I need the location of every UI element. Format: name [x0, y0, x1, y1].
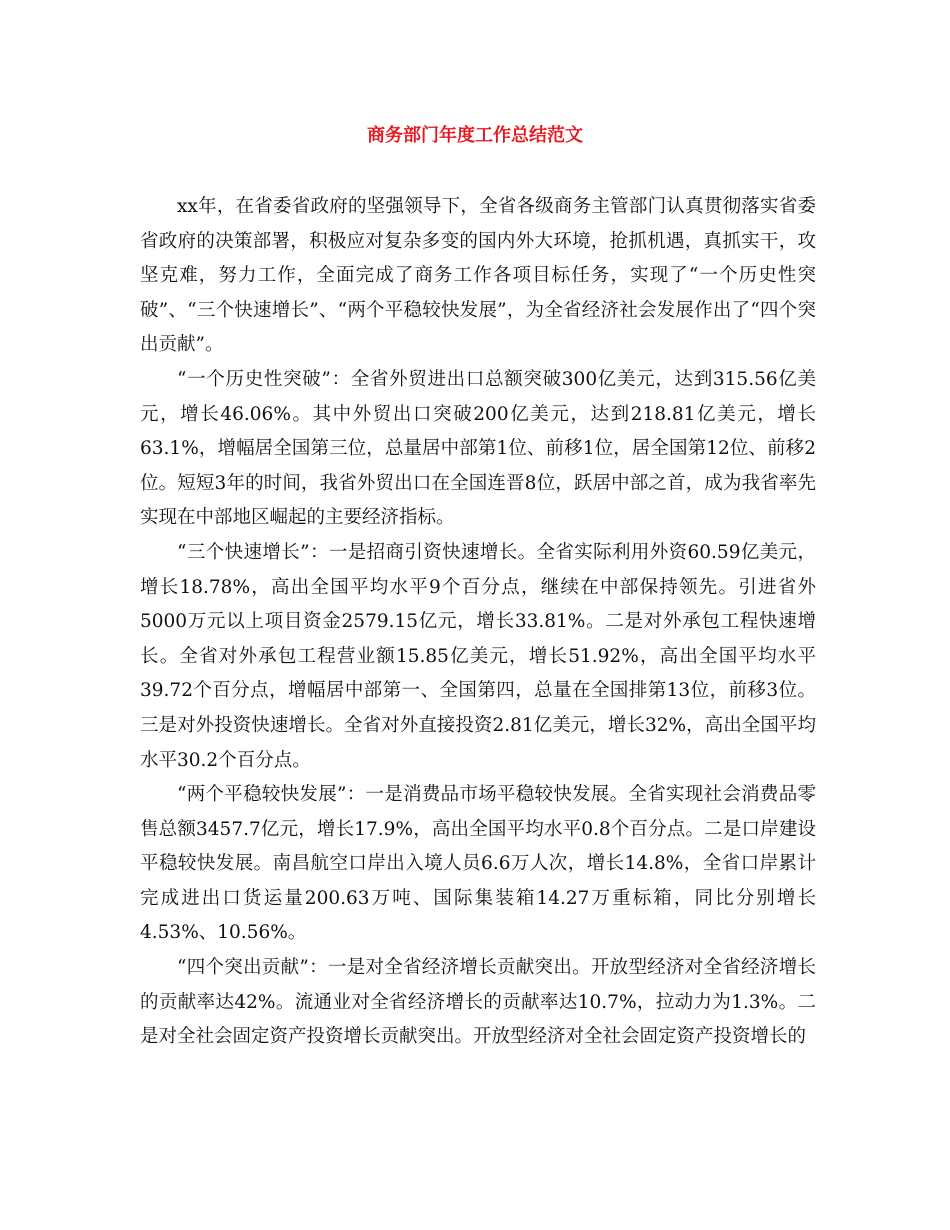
paragraph-three-rapid-growths: “三个快速增长”：一是招商引资快速增长。全省实际利用外资60.59亿美元，增长18.78%，高出全国平均水平9个百分点，继续在中部保持领先。引进省外5000万元以上项目资金2579.15亿元，增长33.81%。二是对外承包工程快速增长。全省对外承包工程营业额15.85亿美元，增长51.92%，高出全国平均水平39.72个百分点，增幅居中部第一、全国第四，总量在全国排第13位，前移3位。三是对外投资快速增长。全省对外直接投资2.81亿美元，增长32%，高出全国平均水平30.2个百分点。: [140, 541, 816, 771]
paragraph-intro: xx年，在省委省政府的坚强领导下，全省各级商务主管部门认真贯彻落实省委省政府的决策部署，积极应对复杂多变的国内外大环境，抢抓机遇，真抓实干，攻坚克难，努力工作，全面完成了商务工作各项目标任务，实现了“一个历史性突破”、“三个快速增长”、“两个平稳较快发展”，为全省经济社会发展作出了“四个突出贡献”。: [140, 196, 816, 356]
document-body: [140, 190, 816, 1055]
paragraph-four-contributions: “四个突出贡献”：一是对全省经济增长贡献突出。开放型经济对全省经济增长的贡献率达42%。流通业对全省经济增长的贡献率达10.7%，拉动力为1.3%。二是对全社会固定资产投资增长贡献突出。开放型经济对全社会固定资产投资增长的: [140, 957, 816, 1048]
paragraph-historic-breakthrough: “一个历史性突破”：全省外贸进出口总额突破300亿美元，达到315.56亿美元，增长46.06%。其中外贸出口突破200亿美元，达到218.81亿美元，增长63.1%，增幅居全国第三位，总量居中部第1位、前移1位，居全国第12位、前移2位。短短3年的时间，我省外贸出口在全国连晋8位，跃居中部之首，成为我省率先实现在中部地区崛起的主要经济指标。: [140, 368, 816, 529]
paragraph-two-stable-developments: “两个平稳较快发展”：一是消费品市场平稳较快发展。全省实现社会消费品零售总额3457.7亿元，增长17.9%，高出全国平均水平0.8个百分点。二是口岸建设平稳较快发展。南昌航空口岸出入境人员6.6万人次，增长14.8%，全省口岸累计完成进出口货运量200.63万吨、国际集装箱14.27万重标箱，同比分别增长4.53%、10.56%。: [140, 784, 816, 944]
document-title: 商务部门年度工作总结范文: [367, 125, 583, 146]
